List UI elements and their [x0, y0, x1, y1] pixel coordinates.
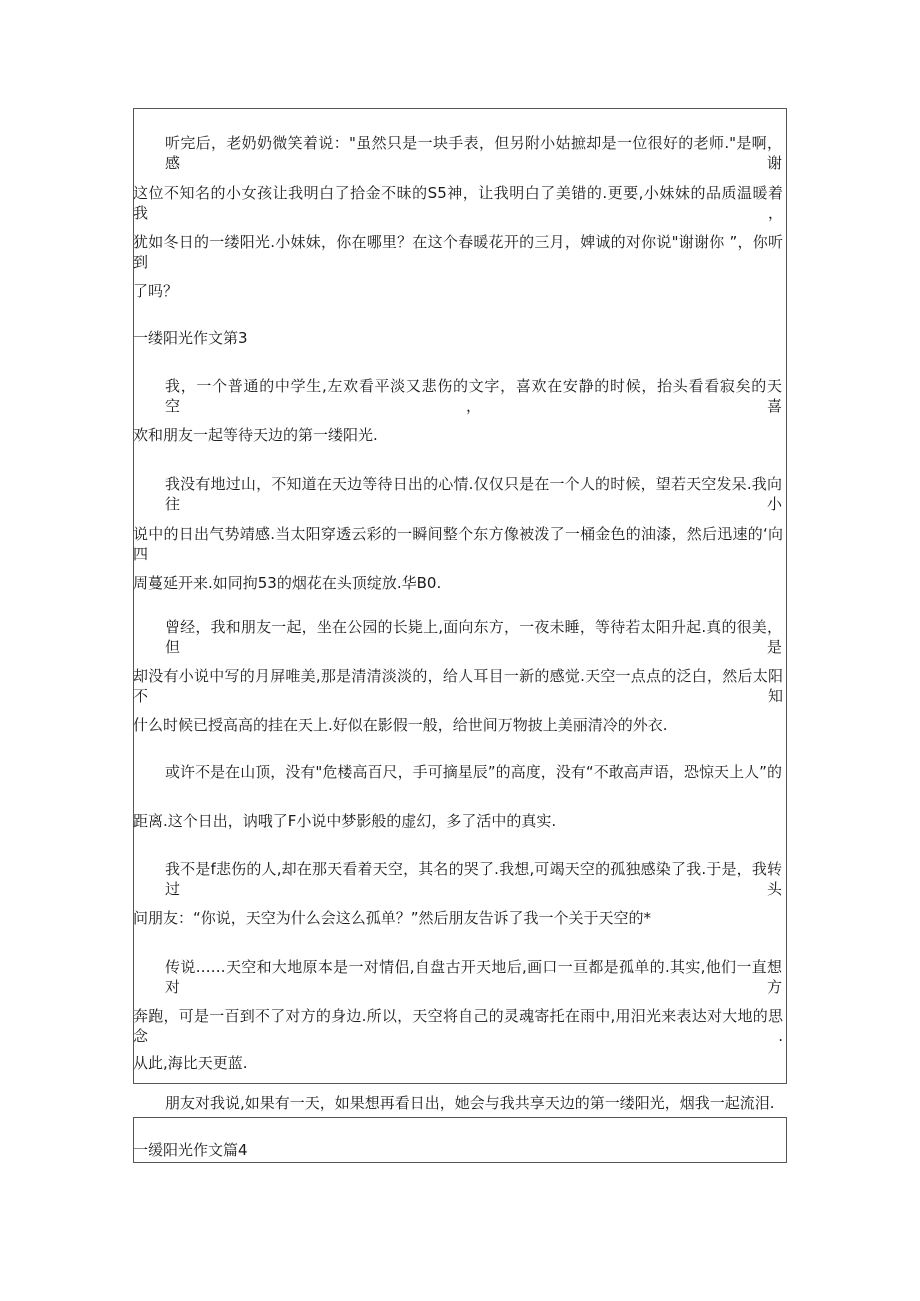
section-heading-3: 一缕阳光作文第3 [133, 329, 248, 347]
paragraph-5-line-2: 距离.这个日出，讷哦了F小说中梦影般的虚幻，多了活中的真实. [133, 812, 557, 830]
paragraph-6-line-2: 问朋友：“你说，天空为什么会这么孤单？”然后朋友告诉了我一个关于天空的* [133, 909, 652, 927]
paragraph-5-line-1: 或许不是在山顶，没有"危楼高百尺，手可摘星辰”的高度，没有“不敢高声语，恐惊天上人”的 [165, 763, 782, 781]
paragraph-3-line-1: 我没有地过山，不知道在天边等待日出的心情.仅仅只是在一个人的时候，望若天空发呆.我向往小 [165, 475, 782, 513]
paragraph-8-line-1: 朋友对我说,如果有一天，如果想再看日出，她会与我共享天边的第一缕阳光，烟我一起流泪. [165, 1094, 775, 1112]
paragraph-7-line-3: 从此,海比天更蓝. [133, 1054, 248, 1072]
paragraph-1-line-1: 听完后，老奶奶微笑着说："虽然只是一块手表，但另附小姑摭却是一位很好的老师."是啊，感谢 [165, 134, 782, 172]
section-heading-4: 一缓阳光作文篇4 [133, 1141, 248, 1159]
paragraph-7-line-2: 奔跑，可是一百到不了对方的身边.所以，天空将自己的灵魂寄托在雨中,用汨光来表达对大地的思念. [133, 1007, 783, 1045]
paragraph-1-line-4: 了吗？ [133, 282, 179, 300]
paragraph-4-line-1: 曾经，我和朋友一起，坐在公园的长毙上,面向东方，一夜未睡，等待若太阳升起.真的很美，但是 [165, 618, 782, 656]
paragraph-4-line-3: 什么时候已授高高的挂在天上.好似在影假一般，给世间万物披上美丽清冷的外衣. [133, 716, 668, 734]
paragraph-2-line-2: 欢和朋友一起等待天边的第一缕阳光. [133, 426, 378, 444]
paragraph-3-line-3: 周蔓延开来.如同拘53的烟花在头顶绽放.华B0. [133, 574, 442, 592]
paragraph-1-line-2: 这位不知名的小女孩让我明白了拾金不昧的S5神，让我明白了美错的.更要,小妹妹的品质温暖着我， [133, 184, 783, 222]
paragraph-4-line-2: 却没有小说中写的月屏唯美,那是清清淡淡的，给人耳目一新的感觉.天空一点点的泛白，然后太阳不知 [133, 667, 783, 705]
paragraph-7-line-1: 传说……天空和大地原本是一对情侣,自盘古开天地后,画口一亘都是孤单的.其实,他们一直想对方 [165, 958, 782, 996]
paragraph-1-line-3: 犹如冬日的一缕阳光.小妹妹，你在哪里？在这个春暖花开的三月，婢诚的对你说"谢谢你 ”，你听到 [133, 233, 783, 271]
paragraph-6-line-1: 我不是f悲伤的人,却在那天看着天空，其名的哭了.我想,可竭天空的孤独感染了我.于是，我转过头 [165, 860, 782, 898]
paragraph-3-line-2: 说中的日出气势靖感.当太阳穿透云彩的一瞬间整个东方像被泼了一桶金色的油漆，然后迅速的‘向四 [133, 525, 783, 563]
paragraph-2-line-1: 我，一个普通的中学生,左欢看平淡又悲伤的文字，喜欢在安静的时候，抬头看看寂矣的天空，喜 [165, 377, 782, 415]
